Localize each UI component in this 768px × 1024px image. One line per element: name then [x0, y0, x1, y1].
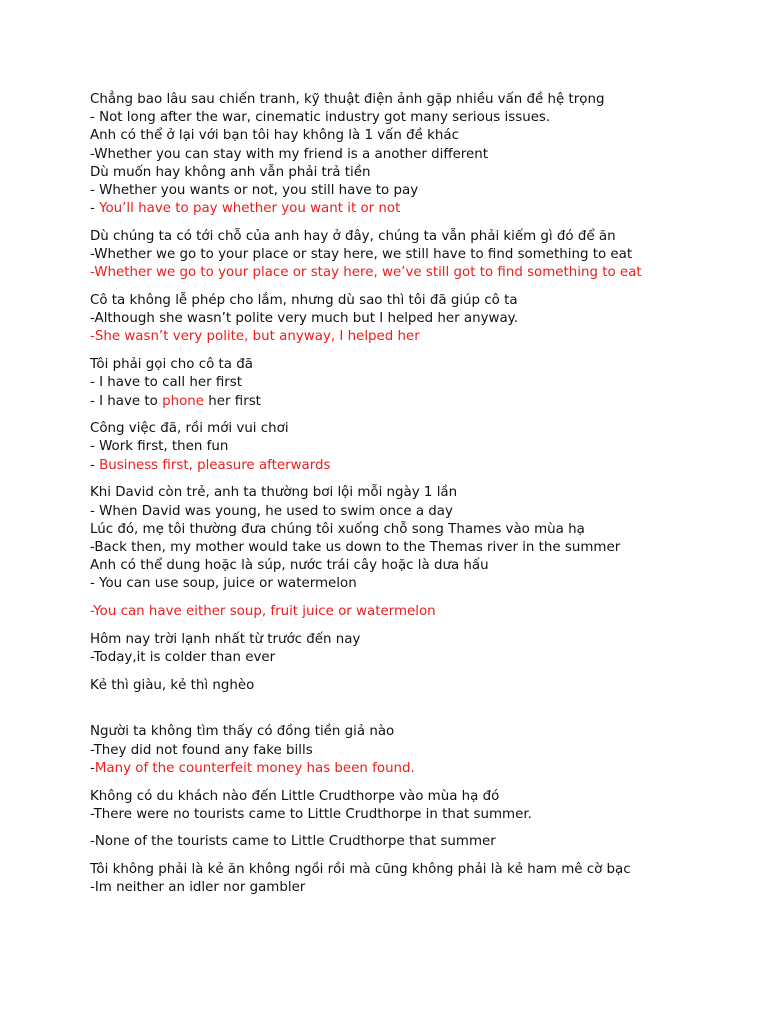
line-text: Kẻ thì giàu, kẻ thì nghèo [90, 677, 255, 693]
text-line [90, 521, 750, 539]
line-text: - [90, 201, 100, 217]
text-line [90, 503, 750, 521]
line-text: Khi David còn trẻ, anh ta thường bơi lội mỗi ngày 1 lần [90, 485, 458, 501]
line-text: - [90, 760, 95, 776]
corrected-sentence: You’ll have to pay whether you want it or not [99, 201, 401, 217]
spacer [90, 704, 750, 723]
line-text: Hôm nay trời lạnh nhất từ trước đến nay [90, 631, 361, 647]
line-text: Công việc đã, rồi mới vui chơi [90, 421, 289, 437]
line-text: - Work first, then fun [90, 439, 229, 455]
line-text: - You can use soup, juice or watermelon [90, 576, 357, 592]
text-line [90, 788, 750, 806]
text-paragraph [90, 292, 750, 347]
line-text: Dù chúng ta có tới chỗ của anh hay ở đây, chúng ta vẫn phải kiếm gì đó để ăn [90, 228, 616, 244]
text-paragraph [90, 228, 750, 283]
line-text: Tôi phải gọi cho cô ta đã [90, 357, 253, 373]
text-line [90, 539, 750, 557]
text-paragraph [90, 631, 750, 667]
text-paragraph [90, 723, 750, 778]
text-line [90, 742, 750, 760]
text-line [90, 292, 750, 310]
text-paragraph [90, 91, 750, 218]
line-text: Tôi không phải là kẻ ăn không ngồi rồi mà cũng không phải là kẻ ham mê cờ bạc [90, 862, 631, 878]
text-paragraph [90, 420, 750, 475]
line-text: -Back then, my mother would take us down to the Themas river in the summer [90, 539, 621, 555]
line-text: Dù muốn hay không anh vẫn phải trả tiền [90, 164, 371, 180]
line-text: Không có du khách nào đến Little Crudthorpe vào mùa hạ đó [90, 788, 500, 804]
text-line [90, 631, 750, 649]
text-line [90, 328, 750, 346]
text-line [90, 677, 750, 695]
text-line [90, 484, 750, 502]
text-line [90, 127, 750, 145]
line-text: Anh có thể ở lại với bạn tôi hay không là 1 vấn đề khác [90, 128, 459, 144]
text-line [90, 228, 750, 246]
text-line [90, 109, 750, 127]
text-line [90, 833, 750, 851]
text-line [90, 246, 750, 264]
corrected-sentence: Many of the counterfeit money has been found. [94, 760, 415, 776]
text-paragraph [90, 861, 750, 897]
text-paragraph [90, 833, 750, 851]
text-paragraph [90, 356, 750, 411]
line-text: -Today,it is colder than ever [90, 649, 276, 665]
line-text: - I have to [90, 393, 163, 409]
corrected-sentence: -You can have either soup, fruit juice or watermelon [90, 604, 436, 620]
text-line [90, 393, 750, 411]
text-line [90, 760, 750, 778]
text-line [90, 603, 750, 621]
line-text: -Although she wasn’t polite very much but I helped her anyway. [90, 311, 518, 327]
line-text: -Im neither an idler nor gambler [90, 880, 306, 896]
text-line [90, 723, 750, 741]
text-line [90, 164, 750, 182]
text-line [90, 310, 750, 328]
corrected-sentence: phone [162, 393, 205, 409]
text-line [90, 264, 750, 282]
text-line [90, 146, 750, 164]
line-text: - Whether you wants or not, you still have to pay [90, 183, 419, 199]
text-paragraph [90, 788, 750, 824]
line-text: Lúc đó, mẹ tôi thường đưa chúng tôi xuống chỗ song Thames vào mùa hạ [90, 521, 585, 537]
line-text: -They did not found any fake bills [90, 742, 313, 758]
line-text: -Whether you can stay with my friend is a another different [90, 146, 488, 162]
corrected-sentence: -Whether we go to your place or stay here, we’ve still got to find something to eat [90, 265, 642, 281]
text-line [90, 438, 750, 456]
text-line [90, 861, 750, 879]
line-text: - When David was young, he used to swim once a day [90, 503, 453, 519]
line-text: -Whether we go to your place or stay here, we still have to find something to eat [90, 247, 633, 263]
text-line [90, 649, 750, 667]
text-line [90, 182, 750, 200]
text-line [90, 806, 750, 824]
document-page [90, 91, 750, 907]
line-text: - [90, 457, 100, 473]
line-text: -None of the tourists came to Little Crudthorpe that summer [90, 834, 496, 850]
line-text: Người ta không tìm thấy có đồng tiền giả nào [90, 724, 395, 740]
text-line [90, 575, 750, 593]
line-text: her first [204, 393, 261, 409]
text-line [90, 420, 750, 438]
line-text: Anh có thể dung hoặc là súp, nước trái cây hoặc là dưa hấu [90, 558, 489, 574]
text-line [90, 457, 750, 475]
text-line [90, 356, 750, 374]
text-paragraph [90, 677, 750, 695]
text-paragraph [90, 484, 750, 593]
corrected-sentence: -She wasn’t very polite, but anyway, I helped her [90, 329, 420, 345]
text-line [90, 557, 750, 575]
text-line [90, 200, 750, 218]
line-text: - I have to call her first [90, 375, 243, 391]
corrected-sentence: Business first, pleasure afterwards [99, 457, 331, 473]
text-line [90, 374, 750, 392]
line-text: - Not long after the war, cinematic industry got many serious issues. [90, 110, 551, 126]
line-text: Cô ta không lễ phép cho lắm, nhưng dù sao thì tôi đã giúp cô ta [90, 293, 518, 309]
line-text: Chẳng bao lâu sau chiến tranh, kỹ thuật điện ảnh gặp nhiều vấn đề hệ trọng [90, 92, 605, 107]
text-paragraph [90, 603, 750, 621]
line-text: -There were no tourists came to Little Crudthorpe in that summer. [90, 806, 532, 822]
text-line [90, 879, 750, 897]
text-line [90, 91, 750, 109]
